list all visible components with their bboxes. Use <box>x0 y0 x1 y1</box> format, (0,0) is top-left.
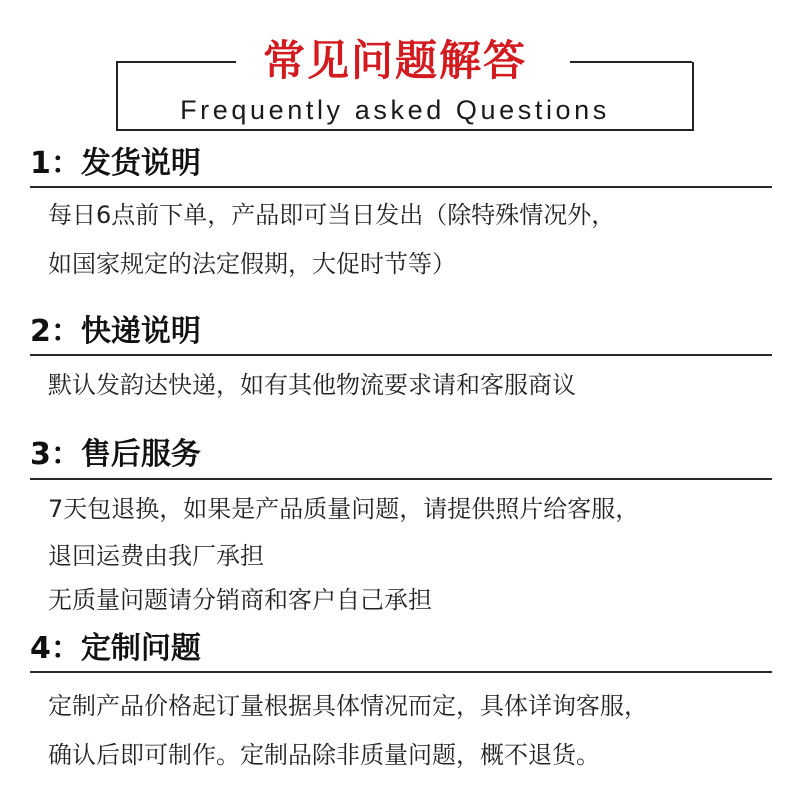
section-heading: 2：快递说明 <box>30 314 201 349</box>
section-text-line: 7天包退换，如果是产品质量问题，请提供照片给客服， <box>48 495 640 523</box>
section-heading: 3：售后服务 <box>30 437 201 472</box>
section-text-line: 默认发韵达快递，如有其他物流要求请和客服商议 <box>48 371 576 399</box>
section-divider <box>30 478 772 480</box>
section-text-line: 每日6点前下单，产品即可当日发出（除特殊情况外， <box>48 201 616 229</box>
section-divider <box>30 671 772 673</box>
section-text-line: 定制产品价格起订量根据具体情况而定，具体详询客服， <box>48 692 648 720</box>
page-subtitle: Frequently asked Questions <box>180 95 610 125</box>
section-heading: 1：发货说明 <box>30 146 201 181</box>
section-text-line: 无质量问题请分销商和客户自己承担 <box>48 586 432 614</box>
section-heading: 4：定制问题 <box>30 631 201 666</box>
section-divider <box>30 354 772 356</box>
page-title: 常见问题解答 <box>262 36 527 85</box>
section-text-line: 确认后即可制作。定制品除非质量问题，概不退货。 <box>48 741 600 769</box>
section-text-line: 如国家规定的法定假期，大促时节等） <box>48 250 456 278</box>
section-divider <box>30 186 772 188</box>
section-text-line: 退回运费由我厂承担 <box>48 542 264 570</box>
